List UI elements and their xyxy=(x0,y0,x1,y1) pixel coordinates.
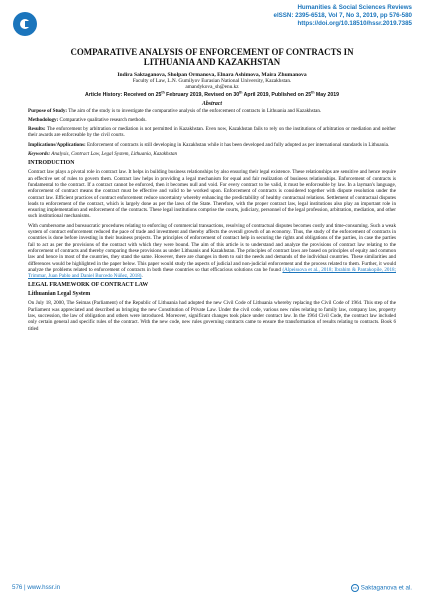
abstract-methodology: Methodology: Comparative qualitative research methods. xyxy=(28,116,147,123)
author-affiliation: Faculty of Law, L.N. Gumilyov Eurasian National University, Kazakhstan. xyxy=(132,78,292,84)
journal-issn: eISSN: 2395-6518, Vol 7, No 3, 2019, pp 576-580 xyxy=(273,12,412,20)
article-title: COMPARATIVE ANALYSIS OF ENFORCEMENT OF CONTRACTS IN LITHUANIA AND KAZAKHSTAN xyxy=(70,47,354,67)
article-body xyxy=(28,48,396,335)
abstract-implications: Implications/Applications: Enforcement of contracts is still developing in Kazakhstan while it has been developed and fully adopted as per international standards in Lithuania. xyxy=(28,141,390,148)
author-email-link[interactable]: amandykova_sh@enu.kz xyxy=(185,84,239,91)
article-history: Article History: Received on 25th February 2019, Revised on 30th April 2019, Published on 25th May 2019 xyxy=(85,89,339,98)
subsection-heading-lithuanian: Lithuanian Legal System xyxy=(28,291,91,298)
footer-authors: cc Saktaganova et al. xyxy=(352,584,412,592)
journal-name: Humanities & Social Sciences Reviews xyxy=(297,4,412,11)
lithuanian-paragraph-1: On July 18, 2000, The Seimas (Parliament) of the Republic of Lithuania had adopted the new Civil Code of Lithuania whereby replacing the Civil Code of 1964. This step of the Parliament was appreciated and described as bringing the new Constitution of Private Law. Under the civil code, various new rules relating to family law, company law, property law, succession, the law of obligation and others were introduced. Moreover, significant changes took place under contract law. In the 1964 Civil Code, the contract law included only certain general and specific rules of the contract. With the new code, new rules governing contracts came to ensure the transformation of results relating to contracts. Book 6 titled xyxy=(28,300,396,332)
copyright-icon: cc xyxy=(352,585,357,590)
journal-header xyxy=(274,4,413,29)
abstract-heading: Abstract xyxy=(202,100,222,107)
intro-paragraph-2: With cumbersome and bureaucratic procedures relating to enforcing of commercial transactions, resolving of contractual disputes becomes costly and time-consuming. Such a weak system of contract enforcement reduced the pace of trade and investment and thereby affects the overall growth of an economy. Thus, the study of the enforcement of contracts in countries is done before investing in their business projects. The principles of enforcement of contract help in securing the rights and obligations of the parties, in case the parties fail to act as per the provisions of the contract with which they were bound. The aim of this article is to understand and analyze the provisions of contract law relating to the enforcement of contracts and thereby comparing these provisions as under Lithuanis and Kazakhstan. The principles of contract laws are based on principles of equity and common law and hence in most of the countries, they stand the same. However, there are changes in them to suit the needs and demands of the individual countries. These similarities and differences would be highlighted in the paper below. This paper would study the aspects of judicial and non-judicial enforcement and the process related to them. Further, it would analyze the problems related to enforcement of contracts in both these countries so that efficacious solutions can be found (Alpeissova et al., 2018; Ibrahim & Pantakopile, 2018; Trimmar, Juan Pablo and Daniel Burcedo Núñez, 2018). xyxy=(28,222,396,280)
citation-link[interactable]: (Alpeissova et al., 2018; Ibrahim & Pantakopile, 2018; Trimmar, Juan Pablo and Daniel Burcedo Núñez, 2018) xyxy=(28,266,396,280)
abstract-purpose: Purpose of Study: The aim of the study is to investigate the comparative analysis of the enforcement of contracts in Lithuania and Kazakhstan. xyxy=(28,107,322,114)
section-heading-introduction: INTRODUCTION xyxy=(28,160,75,167)
abstract-results: Results: The enforcement by arbitration or mediation is not permitted in Kazakhstan. Even now, Kazakhstan fails to rely on the institutions of arbitration or mediation and neither their awards are enforceable by the civil courts. xyxy=(28,126,396,139)
journal-doi-link[interactable]: https://doi.org/10.18510/hssr.2019.7385 xyxy=(297,20,412,28)
footer-page-site[interactable]: 576 | www.hssr.in xyxy=(12,584,61,591)
abstract-keywords: Keywords: Analysis, Contract Law, Legal System, Lithuania, Kazakhstan xyxy=(28,151,178,158)
page-footer xyxy=(0,584,424,594)
intro-paragraph-1: Contract law plays a pivotal role in contract law. It helps in building business relationships by also ensuring their legal existence. These relationships are sensitive and hence require an effective set of rules to govern them. Contract law helps in providing a legal mechanism for equal and fair realization of business relationships. Enforcement of contracts is fundamental to the contract. If a contract cannot be enforced, then it becomes null and void. For every contract to be valid, it must be enforceable by law. In a layman's language, enforcement of contract means the contract must be effective and valid to be worked upon. Enforcement of contracts is considered together with dispute resolution under the contract law. Efficient practices of contract enforcement reduce uncertainty whereby enhancing the predictability of healthy contractual relations. Settlement of contractual disputes leads to enforcement of the contract, which is largely done as per the laws of the State. Therefore, with the proper contract law, legal institutions also play an important role in ensuring implementation and enforcement of the contracts. These legal institutions comprise the courts, judiciary, personnel of the legal profession, arbitration, mediation, and other such institutional mechanisms. xyxy=(28,169,396,220)
article-authors: Indira Saktaganova, Sholpan Ormanova, Elnara Ashimova, Maira Zhumanova xyxy=(117,71,307,78)
journal-logo xyxy=(13,12,37,36)
section-heading-legal-framework: LEGAL FRAMEWORK OF CONTRACT LAW xyxy=(28,282,149,289)
